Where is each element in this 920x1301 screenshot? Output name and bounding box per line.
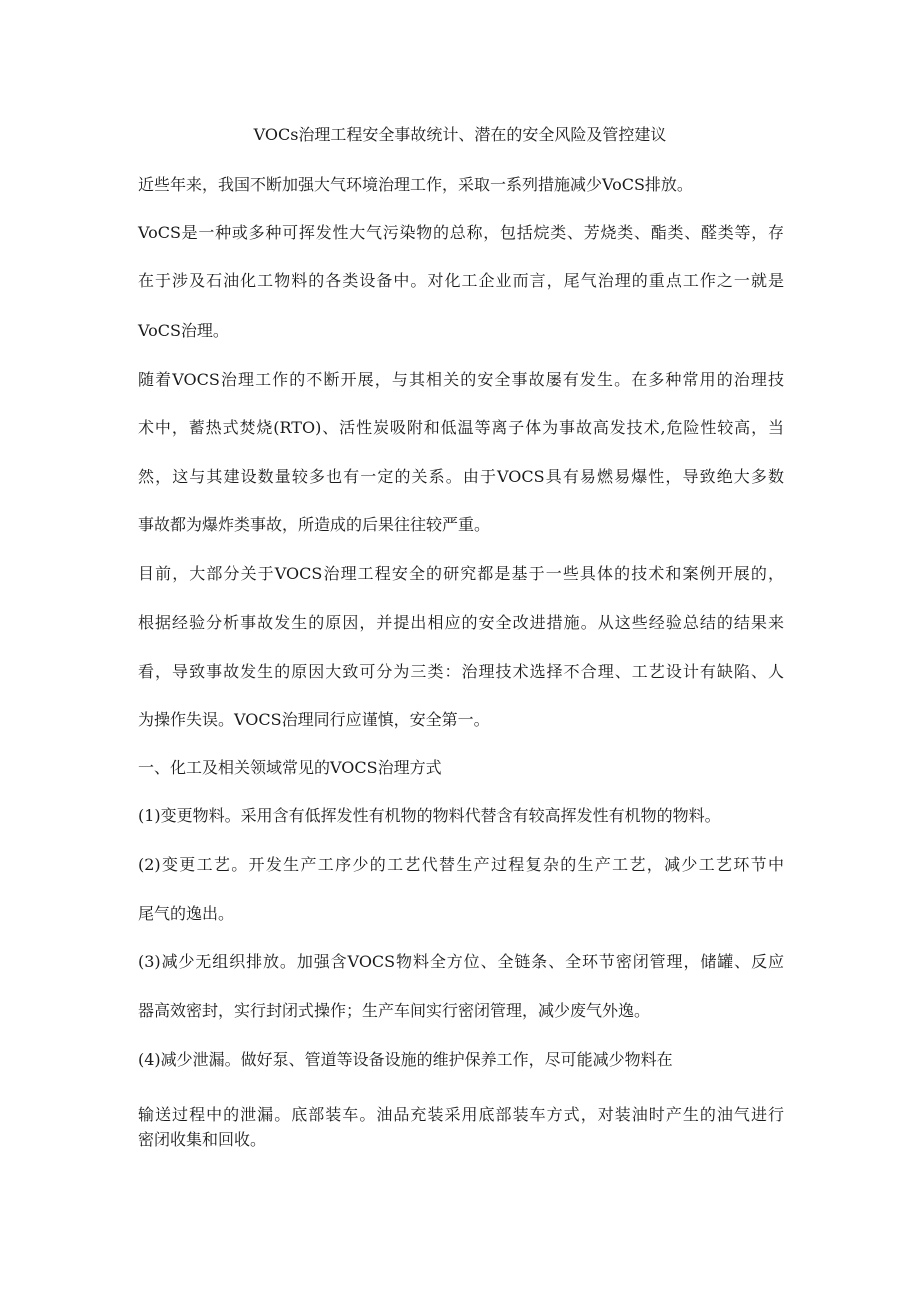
- paragraph-line: VoCS是一种或多种可挥发性大气污染物的总称，包括烷类、芳烧类、酯类、醛类等，存: [138, 223, 784, 242]
- section-heading: 一、化工及相关领域常见的VOCS治理方式: [138, 758, 442, 777]
- list-item: (1)变更物料。采用含有低挥发性有机物的物料代替含有较高挥发性有机物的物料。: [138, 806, 721, 825]
- paragraph-line: 密闭收集和回收。: [138, 1130, 267, 1149]
- paragraph-line: 术中，蓄热式焚烧(RTO)、活性炭吸附和低温等离子体为事故高发技术,危险性较高，当: [138, 418, 784, 437]
- list-item: (4)减少泄漏。做好泵、管道等设备设施的维护保养工作，尽可能减少物料在: [138, 1050, 673, 1069]
- paragraph-line: 目前，大部分关于VOCS治理工程安全的研究都是基于一些具体的技术和案例开展的，: [138, 564, 784, 583]
- list-item: (3)减少无组织排放。加强含VOCS物料全方位、全链条、全环节密闭管理，储罐、反应: [138, 952, 784, 971]
- paragraph-line: 看，导致事故发生的原因大致可分为三类：治理技术选择不合理、工艺设计有缺陷、人: [138, 662, 784, 681]
- paragraph-line: 随着VOCS治理工作的不断开展，与其相关的安全事故屡有发生。在多种常用的治理技: [138, 370, 784, 389]
- paragraph-line: 尾气的逸出。: [138, 904, 235, 923]
- paragraph-line: VoCS治理。: [138, 321, 229, 340]
- paragraph-line: 事故都为爆炸类事故，所造成的后果往往较严重。: [138, 515, 491, 534]
- paragraph-line: 器高效密封，实行封闭式操作；生产车间实行密闭管理，减少废气外逸。: [138, 1001, 651, 1020]
- document-title: VOCs治理工程安全事故统计、潜在的安全风险及管控建议: [253, 125, 667, 144]
- paragraph-line: 根据经验分析事故发生的原因，并提出相应的安全改进措施。从这些经验总结的结果来: [138, 613, 784, 632]
- paragraph-line: 输送过程中的泄漏。底部装车。油品充装采用底部装车方式，对装油时产生的油气进行: [138, 1105, 784, 1124]
- list-item: (2)变更工艺。开发生产工序少的工艺代替生产过程复杂的生产工艺，减少工艺环节中: [138, 855, 784, 874]
- paragraph-line: 近些年来，我国不断加强大气环境治理工作，采取一系列措施减少VoCS排放。: [138, 175, 693, 194]
- paragraph-line: 在于涉及石油化工物料的各类设备中。对化工企业而言，尾气治理的重点工作之一就是: [138, 271, 784, 290]
- paragraph-line: 然，这与其建设数量较多也有一定的关系。由于VOCS具有易燃易爆性，导致绝大多数: [138, 467, 784, 486]
- paragraph-line: 为操作失误。VOCS治理同行应谨慎，安全第一。: [138, 710, 490, 729]
